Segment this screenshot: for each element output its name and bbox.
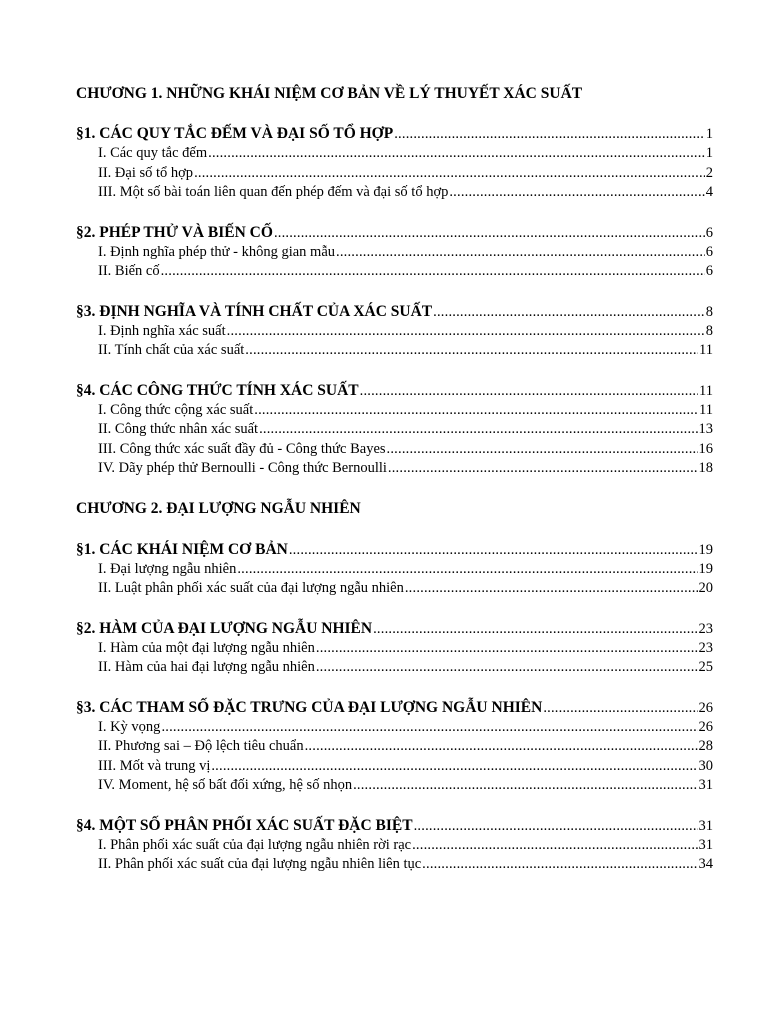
item-title: II. Biến cố — [98, 263, 160, 279]
section-title: §4. CÁC CÔNG THỨC TÍNH XÁC SUẤT — [76, 381, 359, 399]
toc-item-entry[interactable] — [76, 776, 713, 796]
toc-item-entry[interactable] — [76, 855, 713, 875]
dot-leader — [353, 776, 697, 796]
page-number: 28 — [698, 738, 713, 754]
page-number: 4 — [705, 184, 713, 200]
chapter-2-section-2 — [76, 619, 713, 678]
dot-leader — [161, 718, 697, 738]
page-number: 1 — [705, 145, 713, 161]
page-number: 19 — [698, 541, 713, 558]
toc-item-entry[interactable] — [76, 757, 713, 777]
page-number: 31 — [698, 817, 713, 834]
page-number: 6 — [705, 224, 713, 241]
dot-leader — [254, 401, 698, 421]
section-title: §1. CÁC QUY TẮC ĐẾM VÀ ĐẠI SỐ TỔ HỢP — [76, 125, 394, 142]
page-number: 6 — [705, 263, 713, 279]
item-title: II. Phương sai – Độ lệch tiêu chuẩn — [98, 738, 304, 754]
item-title: I. Hàm của một đại lượng ngẫu nhiên — [98, 639, 315, 656]
dot-leader — [305, 737, 698, 757]
toc-section-entry[interactable] — [76, 124, 713, 144]
page-number: 16 — [698, 440, 713, 457]
chapter-2-section-3 — [76, 698, 713, 796]
item-title: IV. Moment, hệ số bất đối xứng, hệ số nhọn — [98, 777, 353, 793]
item-title: I. Phân phối xác suất của đại lượng ngẫu nhiên rời rạc — [98, 836, 412, 853]
page-number: 11 — [699, 382, 713, 399]
page-number: 8 — [705, 322, 713, 339]
item-title: III. Một số bài toán liên quan đến phép đếm và đại số tổ hợp — [98, 184, 449, 200]
toc-item-entry[interactable] — [76, 183, 713, 203]
item-title: III. Mốt và trung vị — [98, 757, 211, 774]
page-number: 2 — [705, 164, 713, 181]
table-of-contents — [76, 84, 713, 895]
dot-leader — [259, 420, 697, 440]
dot-leader — [360, 381, 698, 401]
chapter-2-heading: CHƯƠNG 2. ĐẠI LƯỢNG NGẪU NHIÊN — [76, 499, 361, 517]
page-number: 34 — [698, 856, 713, 872]
dot-leader — [387, 440, 698, 460]
page-number: 18 — [698, 460, 713, 476]
dot-leader — [245, 341, 698, 361]
chapter-2-section-4 — [76, 816, 713, 875]
item-title: II. Phân phối xác suất của đại lượng ngẫu nhiên liên tục — [98, 856, 422, 872]
dot-leader — [405, 579, 698, 599]
section-title: §4. MỘT SỐ PHÂN PHỐI XÁC SUẤT ĐẶC BIỆT — [76, 816, 413, 834]
item-title: IV. Dãy phép thử Bernoulli - Công thức Bernoulli — [98, 460, 387, 476]
dot-leader — [289, 540, 698, 560]
chapter-1-section-2 — [76, 223, 713, 282]
toc-item-entry[interactable] — [76, 262, 713, 282]
dot-leader — [449, 183, 704, 203]
toc-item-entry[interactable] — [76, 440, 713, 460]
toc-item-entry[interactable] — [76, 658, 713, 678]
item-title: I. Công thức cộng xác suất — [98, 401, 254, 418]
page-number: 26 — [698, 718, 713, 735]
toc-item-entry[interactable] — [76, 144, 713, 164]
item-title: I. Định nghĩa phép thử - không gian mẫu — [98, 243, 335, 260]
toc-item-entry[interactable] — [76, 401, 713, 421]
dot-leader — [433, 302, 705, 322]
item-title: II. Hàm của hai đại lượng ngẫu nhiên — [98, 659, 315, 675]
toc-item-entry[interactable] — [76, 560, 713, 580]
item-title: II. Công thức nhân xác suất — [98, 421, 259, 437]
toc-section-entry[interactable] — [76, 619, 713, 639]
page-number: 19 — [698, 560, 713, 577]
dot-leader — [543, 698, 697, 718]
dot-leader — [194, 164, 705, 184]
toc-item-entry[interactable] — [76, 341, 713, 361]
section-title: §3. ĐỊNH NGHĨA VÀ TÍNH CHẤT CỦA XÁC SUẤT — [76, 302, 433, 320]
toc-item-entry[interactable] — [76, 737, 713, 757]
page-number: 13 — [698, 421, 713, 437]
dot-leader — [412, 836, 697, 856]
item-title: II. Tính chất của xác suất — [98, 342, 245, 358]
dot-leader — [274, 223, 705, 243]
toc-item-entry[interactable] — [76, 579, 713, 599]
dot-leader — [316, 639, 698, 659]
toc-item-entry[interactable] — [76, 718, 713, 738]
toc-section-entry[interactable] — [76, 698, 713, 718]
page-number: 31 — [698, 777, 713, 793]
item-title: I. Kỳ vọng — [98, 718, 161, 735]
page-number: 11 — [699, 342, 713, 358]
page-number: 8 — [705, 303, 713, 320]
toc-section-entry[interactable] — [76, 302, 713, 322]
page-number: 31 — [698, 836, 713, 853]
item-title: II. Đại số tổ hợp — [98, 164, 194, 181]
page-number: 23 — [698, 620, 713, 637]
chapter-2-section-1 — [76, 540, 713, 599]
toc-section-entry[interactable] — [76, 381, 713, 401]
item-title: I. Các quy tắc đếm — [98, 145, 208, 161]
dot-leader — [208, 144, 705, 164]
dot-leader — [237, 560, 697, 580]
dot-leader — [316, 658, 698, 678]
dot-leader — [388, 459, 698, 479]
toc-section-entry[interactable] — [76, 540, 713, 560]
section-title: §2. HÀM CỦA ĐẠI LƯỢNG NGẪU NHIÊN — [76, 619, 373, 637]
section-title: §3. CÁC THAM SỐ ĐẶC TRƯNG CỦA ĐẠI LƯỢNG NGẪU NHIÊN — [76, 698, 543, 716]
dot-leader — [422, 855, 697, 875]
item-title: I. Định nghĩa xác suất — [98, 322, 226, 339]
section-title: §2. PHÉP THỬ VÀ BIẾN CỐ — [76, 223, 273, 241]
dot-leader — [414, 816, 698, 836]
toc-item-entry[interactable] — [76, 836, 713, 856]
dot-leader — [394, 124, 705, 144]
page-number: 11 — [699, 401, 713, 418]
toc-item-entry[interactable] — [76, 322, 713, 342]
page-number: 1 — [705, 126, 713, 142]
page-number: 25 — [698, 659, 713, 675]
chapter-1-section-4 — [76, 381, 713, 479]
dot-leader — [211, 757, 697, 777]
toc-section-entry[interactable] — [76, 223, 713, 243]
toc-item-entry[interactable] — [76, 420, 713, 440]
item-title: II. Luật phân phối xác suất của đại lượng ngẫu nhiên — [98, 580, 404, 596]
toc-item-entry[interactable] — [76, 459, 713, 479]
toc-section-entry[interactable] — [76, 816, 713, 836]
page-number: 30 — [698, 757, 713, 774]
dot-leader — [336, 243, 705, 263]
page-number: 23 — [698, 639, 713, 656]
dot-leader — [161, 262, 705, 282]
item-title: III. Công thức xác suất đầy đủ - Công thức Bayes — [98, 440, 386, 457]
item-title: I. Đại lượng ngẫu nhiên — [98, 560, 237, 577]
chapter-1-section-3 — [76, 302, 713, 361]
page-number: 26 — [698, 699, 713, 716]
dot-leader — [373, 619, 697, 639]
page-number: 6 — [705, 243, 713, 260]
dot-leader — [227, 322, 705, 342]
page-number: 20 — [698, 580, 713, 596]
toc-item-entry[interactable] — [76, 164, 713, 184]
toc-item-entry[interactable] — [76, 639, 713, 659]
section-title: §1. CÁC KHÁI NIỆM CƠ BẢN — [76, 540, 288, 558]
toc-item-entry[interactable] — [76, 243, 713, 263]
chapter-1-heading: CHƯƠNG 1. NHỮNG KHÁI NIỆM CƠ BẢN VỀ LÝ THUYẾT XÁC SUẤT — [76, 85, 583, 102]
chapter-1-section-1 — [76, 124, 713, 203]
